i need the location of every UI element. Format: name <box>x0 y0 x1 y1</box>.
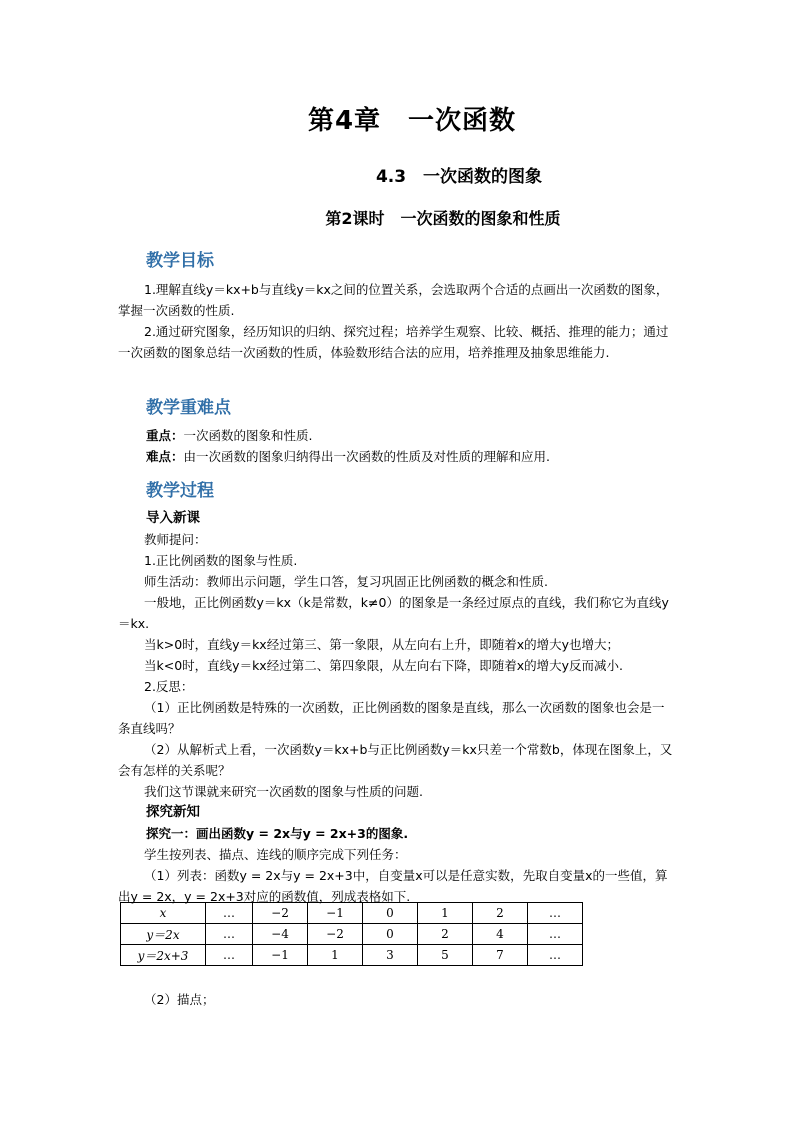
process-line: （1）正比例函数是特殊的一次函数，正比例函数的图象是直线，那么一次函数的图象也会是一条直线吗？ <box>118 700 665 736</box>
process-line: 一般地，正比例函数y＝kx（k是常数，k≠0）的图象是一条经过原点的直线，我们称它为直线y＝kx. <box>118 595 669 631</box>
process-body <box>118 508 673 907</box>
process-line: 我们这节课就来研究一次函数的图象与性质的问题. <box>144 784 423 799</box>
explore-1: 探究一：画出函数y = 2x与y = 2x+3的图象. <box>146 826 409 841</box>
table-cell: −4 <box>253 924 308 945</box>
table-cell: 4 <box>473 924 528 945</box>
intro-title: 导入新课 <box>146 510 200 526</box>
key-point <box>146 425 676 446</box>
table-cell: −1 <box>253 945 308 966</box>
table-cell: … <box>528 945 583 966</box>
objectives-body <box>118 279 673 363</box>
process-line: （1）列表：函数y = 2x与y = 2x+3中，自变量x可以是任意实数，先取自变量x的一些值，算出y = 2x，y = 2x+3对应的函数值，列成表格如下. <box>118 868 668 904</box>
table-cell: … <box>528 924 583 945</box>
table-cell: y＝2x+3 <box>121 945 206 966</box>
table-cell: 1 <box>308 945 363 966</box>
table-cell: … <box>528 903 583 924</box>
table-cell: y＝2x <box>121 924 206 945</box>
process-line: 2.反思： <box>144 679 194 694</box>
explore-title: 探究新知 <box>146 804 200 820</box>
key-points-heading: 教学重难点 <box>146 398 231 418</box>
value-table <box>120 902 583 966</box>
plot-step: （2）描点； <box>144 992 215 1007</box>
table-cell: 2 <box>418 924 473 945</box>
difficulty-label: 难点： <box>146 449 184 464</box>
chapter-title: 第4章 一次函数 <box>307 106 517 136</box>
process-line: 当k>0时，直线y＝kx经过第三、第一象限，从左向右上升，即随着x的增大y也增大； <box>144 637 619 652</box>
process-heading: 教学过程 <box>146 481 214 501</box>
objective-2: 2.通过研究图象，经历知识的归纳、探究过程；培养学生观察、比较、概括、推理的能力；通过一次函数的图象总结一次函数的性质，体验数形结合法的应用，培养推理及抽象思维能力. <box>118 324 669 360</box>
key-points-body <box>146 425 676 467</box>
objectives-heading: 教学目标 <box>146 251 214 271</box>
table-cell: −1 <box>308 903 363 924</box>
process-line: 学生按列表、描点、连线的顺序完成下列任务： <box>144 847 407 862</box>
table-row <box>121 924 583 945</box>
table-cell: 3 <box>363 945 418 966</box>
table-cell: −2 <box>253 903 308 924</box>
table-cell: … <box>206 924 253 945</box>
table-cell: 5 <box>418 945 473 966</box>
difficulty-point <box>146 446 676 467</box>
process-line: 师生活动：教师出示问题，学生口答，复习巩固正比例函数的概念和性质. <box>144 574 548 589</box>
table-row <box>121 903 583 924</box>
key-text: 一次函数的图象和性质. <box>183 428 313 443</box>
table-cell: 7 <box>473 945 528 966</box>
process-line: 当k<0时，直线y＝kx经过第二、第四象限，从左向右下降，即随着x的增大y反而减小. <box>144 658 623 673</box>
table-cell: 0 <box>363 903 418 924</box>
table-cell: 2 <box>473 903 528 924</box>
difficulty-text: 由一次函数的图象归纳得出一次函数的性质及对性质的理解和应用. <box>183 449 550 464</box>
section-title: 4.3 一次函数的图象 <box>375 167 543 187</box>
process-line: 教师提问： <box>144 532 207 547</box>
lesson-title: 第2课时 一次函数的图象和性质 <box>325 209 561 228</box>
table-row <box>121 945 583 966</box>
table-cell: −2 <box>308 924 363 945</box>
table-cell: x <box>121 903 206 924</box>
key-label: 重点： <box>146 428 184 443</box>
table-cell: 1 <box>418 903 473 924</box>
table-cell: … <box>206 903 253 924</box>
process-line: 1.正比例函数的图象与性质. <box>144 553 298 568</box>
table-cell: … <box>206 945 253 966</box>
process-line: （2）从解析式上看，一次函数y＝kx+b与正比例函数y＝kx只差一个常数b，体现在图象上，又会有怎样的关系呢？ <box>118 742 673 778</box>
objective-1: 1.理解直线y＝kx+b与直线y＝kx之间的位置关系，会选取两个合适的点画出一次函数的图象，掌握一次函数的性质. <box>118 282 669 318</box>
table-cell: 0 <box>363 924 418 945</box>
